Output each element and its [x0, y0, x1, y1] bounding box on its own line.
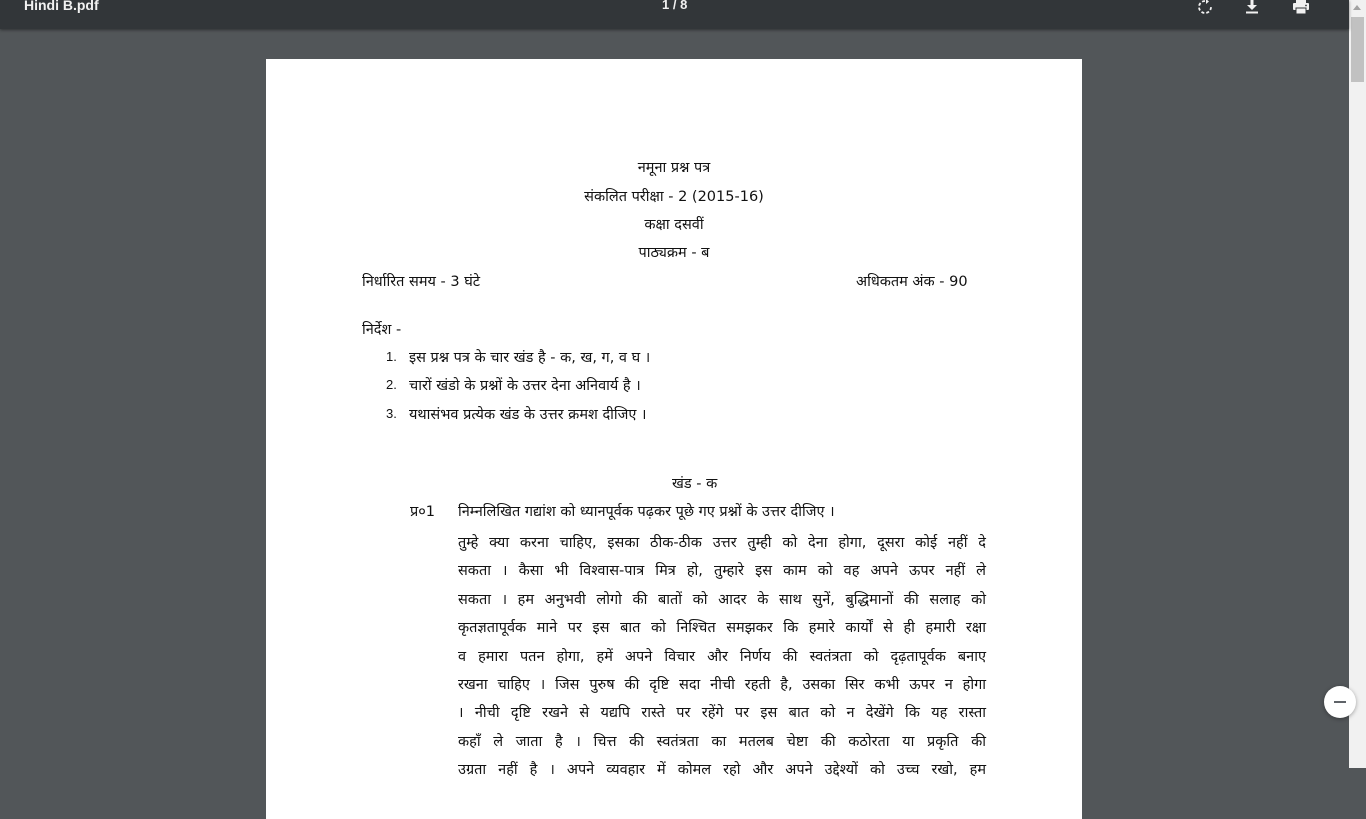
passage-line: उग्रता नहीं है । अपने व्यवहार में कोमल रहो और अपने उद्देश्यों को उच्च रखो, हम: [458, 762, 986, 779]
instruction-number: 1.: [386, 349, 397, 364]
zoom-out-button[interactable]: [1324, 686, 1356, 718]
scroll-up-arrow-icon[interactable]: [1353, 5, 1361, 10]
instruction-number: 2.: [386, 377, 397, 392]
page-heading-class: कक्षा दसवीं: [644, 217, 704, 233]
page-heading-course: पाठ्यक्रम - ब: [638, 245, 710, 261]
instruction-text: यथासंभव प्रत्येक खंड के उत्तर क्रमश दीजिए ।: [409, 407, 647, 423]
passage-line: कृतज्ञतापूर्वक माने पर इस बात को निश्चित समझकर कि हमारे कार्यों से ही हमारी रक्षा: [458, 620, 986, 637]
passage-line: रखना चाहिए । जिस पुरुष की दृष्टि सदा नीची रहती है, उसका सिर कभी ऊपर न होगा: [458, 677, 986, 694]
passage-line: कहाँ ले जाता है । चित्त की स्वतंत्रता का मतलब चेष्टा की कठोरता या प्रकृति की: [458, 733, 986, 750]
question-text: निम्नलिखित गद्यांश को ध्यानपूर्वक पढ़कर पूछे गए प्रश्नों के उत्तर दीजिए ।: [458, 504, 835, 520]
passage-line: सकता । हम अनुभवी लोगो की बातों को आदर के साथ सुनें, बुद्धिमानों की सलाह को: [458, 591, 986, 608]
download-icon: [1244, 0, 1260, 14]
page-heading-exam: संकलित परीक्षा - 2 (2015-16): [584, 189, 764, 205]
pdf-page: [266, 59, 1082, 819]
document-title: Hindi B.pdf: [24, 0, 99, 13]
passage-line: । नीची दृष्टि रखने से यद्यपि रास्ते पर रहेंगे पर इस बात को न देखेंगे कि यह रास्ता: [458, 705, 986, 722]
instructions-title: निर्देश -: [362, 322, 402, 338]
instruction-text: इस प्रश्न पत्र के चार खंड है - क, ख, ग, व घ ।: [409, 350, 651, 366]
download-button[interactable]: [1240, 0, 1264, 14]
print-button[interactable]: [1289, 0, 1313, 14]
passage-line: तुम्हे क्या करना चाहिए, इसका ठीक-ठीक उत्तर तुम्ही को देना होगा, दूसरा कोई नहीं दे: [458, 535, 986, 551]
page-heading-title: नमूना प्रश्न पत्र: [637, 160, 711, 176]
question-number: प्र०1: [410, 504, 436, 520]
page-indicator[interactable]: 1 / 8: [662, 0, 688, 12]
rotate-button[interactable]: [1193, 0, 1217, 14]
rotate-icon: [1197, 0, 1213, 14]
vertical-scrollbar[interactable]: [1349, 0, 1366, 768]
passage: [458, 529, 986, 785]
max-marks: अधिकतम अंक - 90: [856, 274, 968, 290]
pdf-toolbar: [0, 0, 1349, 29]
passage-line: व हमारा पतन होगा, हमें अपने विचार और निर्णय की स्वतंत्रता को दृढ़तापूर्वक बनाए: [458, 648, 986, 665]
passage-line: सकता । कैसा भी विश्वास-पात्र मित्र हो, तुम्हारे इस काम को वह अपने ऊपर नहीं ले: [458, 563, 986, 580]
minus-icon: [1334, 701, 1346, 703]
print-icon: [1292, 0, 1310, 14]
scrollbar-thumb[interactable]: [1351, 17, 1364, 82]
instruction-number: 3.: [386, 406, 397, 421]
instruction-text: चारों खंडो के प्रश्नों के उत्तर देना अनिवार्य है ।: [409, 378, 641, 394]
time-allowed: निर्धारित समय - 3 घंटे: [362, 274, 481, 290]
section-title: खंड - क: [672, 476, 718, 492]
